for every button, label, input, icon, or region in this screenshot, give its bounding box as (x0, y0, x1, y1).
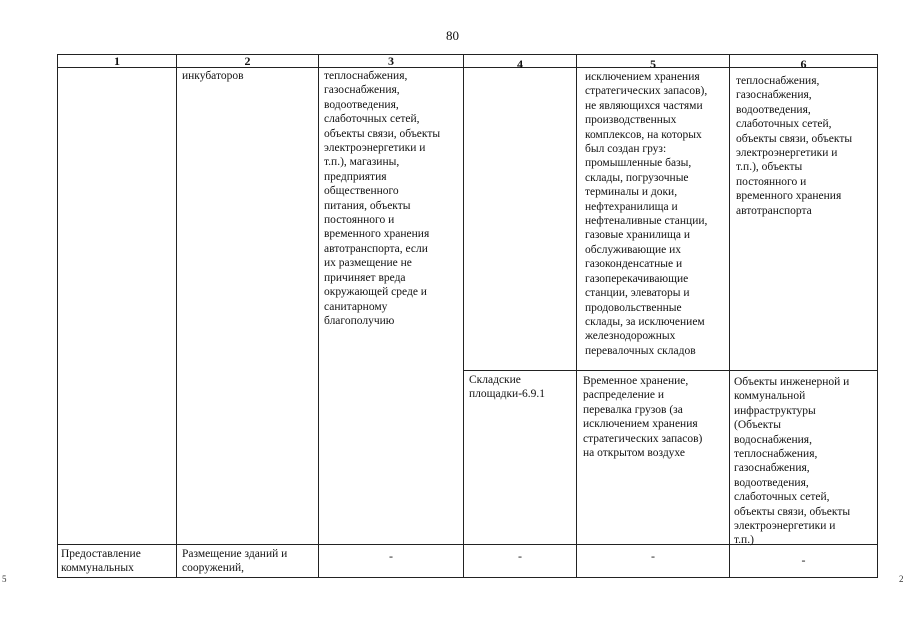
cell-col1-communal: Предоставление коммунальных (61, 548, 141, 575)
table-border-left (57, 54, 58, 578)
cell-col2-continued: инкубаторов (182, 70, 244, 82)
column-divider (463, 54, 464, 578)
cell-col6-communal: - (801, 553, 806, 567)
column-divider (176, 54, 177, 578)
row-rule (463, 370, 878, 371)
cell-col5-communal: - (651, 549, 655, 563)
column-divider (318, 54, 319, 578)
column-header: 5 (650, 57, 656, 71)
cell-col3-continued: теплоснабжения, газоснабжения, водоотведения, слаботочных сетей, объекты связи, объекты электроэнергетики и т.п.), магазины, предприятия общественного питания, объекты постоянного и временного хранения автотранспорта, если их размещение не причиняет вреда окружающей среде и санитарному благополучию (324, 70, 441, 327)
column-header: 3 (388, 54, 394, 68)
column-header: 6 (800, 57, 807, 71)
column-header: 4 (517, 57, 523, 71)
cell-col4-storage: Складские площадки-6.9.1 (469, 374, 546, 401)
column-divider (729, 54, 730, 578)
table-border-right (877, 54, 878, 578)
margin-mark-left: 5 (2, 574, 7, 584)
cell-col5-storage: Временное хранение, распределение и перевалка грузов (за исключением хранения стратегических запасов) на открытом воздухе (583, 375, 703, 460)
page-number: 80 (446, 28, 459, 43)
cell-col6-continued: теплоснабжения, газоснабжения, водоотведения, слаботочных сетей, объекты связи, объекты электроэнергетики и т.п.), объекты постоянного и временного хранения автотранспорта (736, 75, 853, 217)
cell-col4-communal: - (518, 549, 522, 563)
cell-col3-communal: - (389, 549, 393, 563)
cell-col5-continued: исключением хранения стратегических запасов), не являющихся частями производственных комплексов, на которых был создан груз: промышленные базы, склады, погрузочные терминалы и доки, нефтехранилища и нефтеналивные станции, газовые хранилища и обслуживающие их газоконденсатные и газоперекачивающие станции, элеваторы и продовольственные склады, за исключением железнодорожных перевалочных складов (585, 71, 708, 357)
column-header: 1 (114, 54, 120, 68)
cell-col6-storage: Объекты инженерной и коммунальной инфраструктуры (Объекты водоснабжения, теплоснабжения, газоснабжения, водоотведения, слаботочных сетей, объекты связи, объекты электроэнергетики и т.п.) (734, 376, 851, 547)
column-divider (576, 54, 577, 578)
margin-mark-right: 2 (899, 574, 904, 584)
table-border-bottom (57, 577, 878, 578)
column-header: 2 (244, 54, 251, 68)
cell-col2-communal: Размещение зданий и сооружений, (182, 548, 288, 575)
